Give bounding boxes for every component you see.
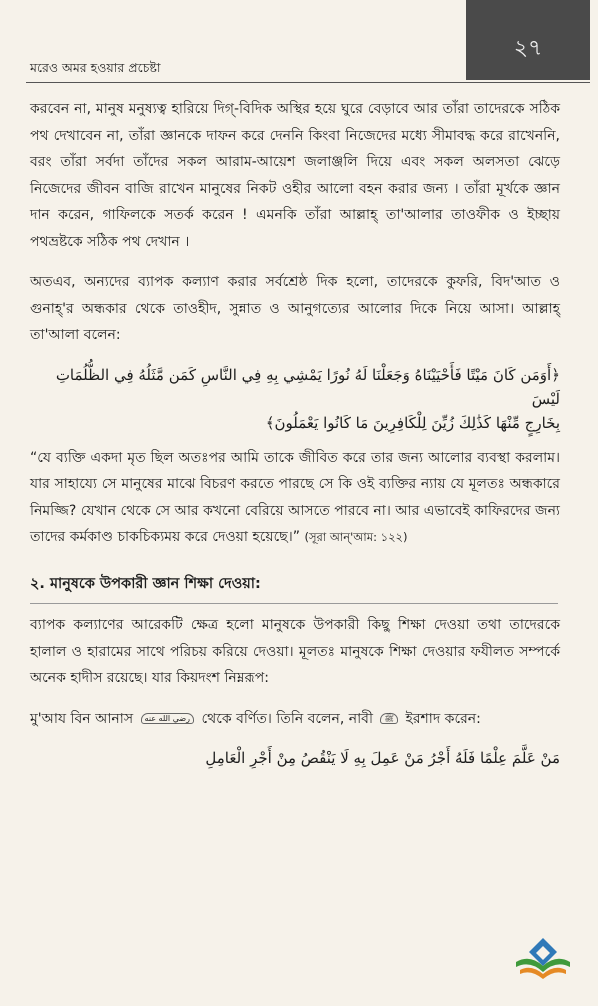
- narrator-name: মু'আয বিন আনাস: [30, 710, 134, 727]
- verse-translation: [30, 445, 560, 551]
- quran-verse-line-1: ﴿أَوَمَن كَانَ مَيْتًا فَأَحْيَيْنَاهُ وَجَعَلْنَا لَهُ نُورًا يَمْشِي بِهِ فِي النَّاسِ كَمَن مَّثَلُهُ فِي الظُّلُمَاتِ لَيْسَ: [55, 365, 560, 408]
- paragraph-intro: করবেন না, মানুষ মনুষ্যত্ব হারিয়ে দিগ্-বিদিক অস্থির হয়ে ঘুরে বেড়াবে আর তাঁরা তাদেরকে সঠিক পথ দেখাবেন না, তাঁরা জ্ঞানকে দাফন করে দেননি কিংবা নিজেদের মধ্যে সীমাবদ্ধ করে রাখেননি, বরং তাঁরা সর্বদা তাঁদের সকল আরাম-আয়েশ জলাঞ্জলি দিয়ে এবং সকল অলসতা ঝেড়ে নিজেদের জীবন বাজি রাখেন মানুষের নিকট ওহীর আলো বহন করার জন্য । তাঁরা মূর্খকে জ্ঞান দান করেন, গাফিলকে সতর্ক করেন ! এমনকি তাঁরা আল্লাহ্ তা'আলার তাওফীক ও ইচ্ছায় পথভ্রষ্টকে সঠিক পথ দেখান ।: [30, 101, 560, 250]
- salawat-icon: ﷺ: [380, 713, 398, 724]
- quran-verse-line-2: بِخَارِجٍ مِّنْهَا كَذَٰلِكَ زُيِّنَ لِلْكَافِرِينَ مَا كَانُوا يَعْمَلُونَ﴾: [265, 413, 560, 432]
- book-logo-icon: [512, 936, 574, 982]
- section-heading-underline: [30, 603, 558, 604]
- radiallahu-anhu-icon: رضي الله عنه: [141, 713, 194, 724]
- header-divider: [26, 82, 590, 83]
- page-number: ২৭: [513, 36, 543, 61]
- page-number-badge: [466, 0, 590, 80]
- running-title: মরেও অমর হওয়ার প্রচেষ্টা: [30, 60, 161, 75]
- section-heading: ২. মানুষকে উপকারী জ্ঞান শিক্ষা দেওয়া:: [30, 575, 261, 592]
- hadith-arabic: مَنْ عَلَّمَ عِلْمًا فَلَهُ أَجْرُ مَنْ عَمِلَ بِهِ لَا يَنْقُصُ مِنْ أَجْرِ الْعَامِلِ: [205, 749, 560, 767]
- verse-reference: (সূরা আন্'আম: ১২২): [304, 530, 408, 544]
- paragraph-guidance: অতএব, অন্যদের ব্যাপক কল্যাণ করার সর্বশ্রেষ্ঠ দিক হলো, তাদেরকে কুফরি, বিদ'আত ও গুনাহ্'র অন্ধকার থেকে তাওহীদ, সুন্নাত ও আনুগত্যের আলোর দিকে নিয়ে আসা। আল্লাহ্ তা'আলা বলেন:: [30, 274, 560, 343]
- paragraph-teaching: ব্যাপক কল্যাণের আরেকটি ক্ষেত্র হলো মানুষকে উপকারী কিছু শিক্ষা দেওয়া তথা তাদেরকে হালাল ও হারামের সাথে পরিচয় করিয়ে দেওয়া। মূলতঃ মানুষকে শিক্ষা দেওয়ার ফযীলত সম্পর্কে অনেক হাদীস রয়েছে। যার কিয়দংশ নিম্নরূপ:: [30, 617, 560, 686]
- quran-verse: [30, 363, 560, 435]
- narration-says: ইরশাদ করেন:: [405, 710, 481, 727]
- narration-text: থেকে বর্ণিত। তিনি বলেন, নাবী: [201, 710, 373, 727]
- hadith-intro: [30, 706, 560, 733]
- translation-text: “যে ব্যক্তি একদা মৃত ছিল অতঃপর আমি তাকে জীবিত করে তার জন্য আলোর ব্যবস্থা করলাম। যার সাহায্যে সে মানুষের মাঝে বিচরণ করতে পারছে সে কি ওই ব্যক্তির ন্যায় যে মূলতঃ অন্ধকারে নিমজ্জি? যেখান থেকে সে আর কখনো বেরিয়ে আসতে পারবে না। আর এভাবেই কাফিরদের জন্য তাদের কর্মকাণ্ড চাকচিক্যময় করে দেওয়া হয়েছে।”: [30, 449, 560, 545]
- page-body: [30, 96, 560, 780]
